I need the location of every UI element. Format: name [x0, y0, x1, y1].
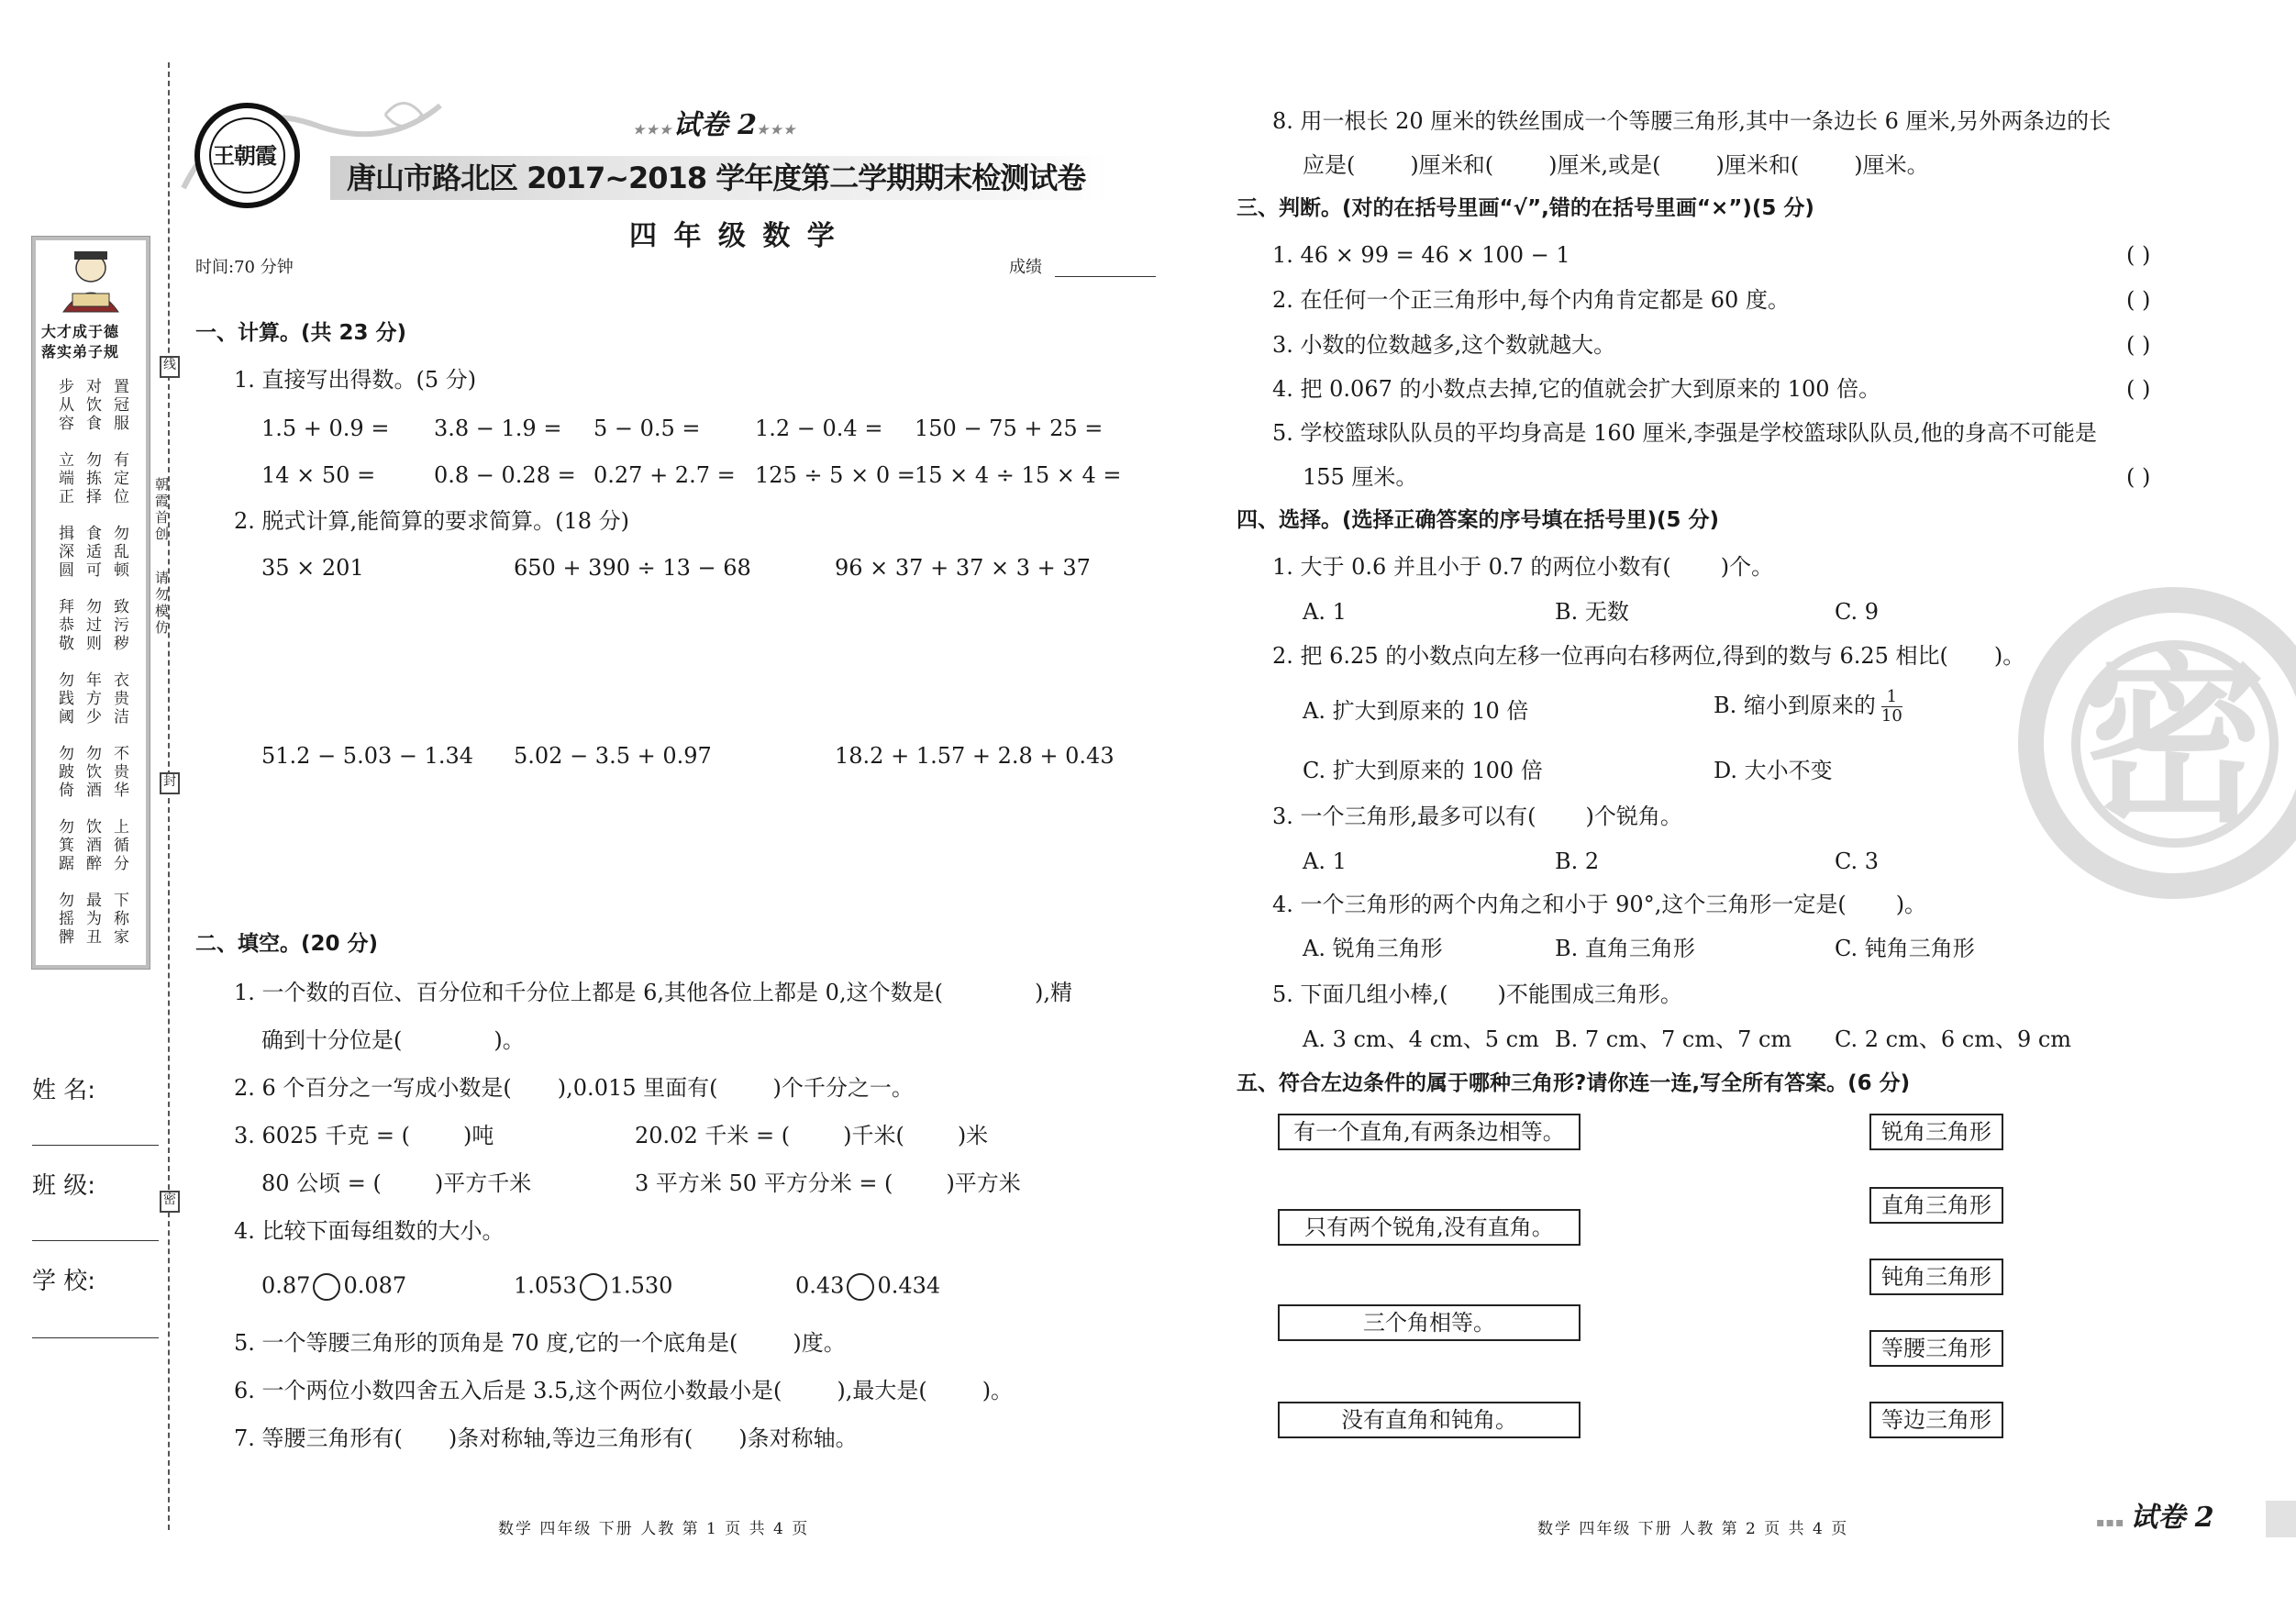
choice-option[interactable]: B. 无数 — [1555, 599, 1629, 625]
binding-tag-mi: 密 — [160, 1191, 180, 1213]
section2-q6: 6. 一个两位小数四舍五入后是 3.5,这个两位小数最小是( ),最大是( )。 — [234, 1378, 1014, 1403]
corner-label: ▪▪▪ 试卷 2 — [2096, 1502, 2214, 1534]
compare-circle[interactable] — [313, 1273, 340, 1301]
section2-q2: 2. 6 个百分之一写成小数是( ),0.015 里面有( )个千分之一。 — [234, 1075, 914, 1101]
section1-title: 一、计算。(共 23 分) — [195, 321, 407, 345]
judge-item: 2. 在任何一个正三角形中,每个内角肯定都是 60 度。 — [1272, 287, 1790, 313]
sidebar-motto-col: 勿拣择 — [83, 451, 101, 506]
judge-paren[interactable]: ( ) — [2126, 332, 2151, 358]
sidebar-motto-col: 饮酒醉 — [83, 818, 101, 873]
section4-q2-opt-b[interactable]: B. 缩小到原来的 $\frac{1}{10}$ — [1714, 687, 1902, 726]
calc-item: 3.8 − 1.9 = — [434, 416, 562, 441]
fraction-one-tenth: $\frac{1}{10}$ — [1880, 687, 1902, 726]
stepwise-calc-item: 96 × 37 + 37 × 3 + 37 — [835, 555, 1091, 581]
sidebar-motto-top: 大才成于德 — [41, 323, 120, 340]
section2-q8a: 8. 用一根长 20 厘米的铁丝围成一个等腰三角形,其中一条边长 6 厘米,另外两条边的长 — [1272, 108, 2112, 134]
section2-q3d: 3 平方米 50 平方分米 = ( )平方米 — [635, 1170, 1021, 1196]
calc-item: 1.2 − 0.4 = — [755, 416, 883, 441]
compare-circle[interactable] — [847, 1273, 874, 1301]
judge-item: 4. 把 0.067 的小数点去掉,它的值就会扩大到原来的 100 倍。 — [1272, 376, 1881, 402]
binding-tag-seal: 封 — [160, 772, 180, 794]
section4-q2: 2. 把 6.25 的小数点向左移一位再向右移两位,得到的数与 6.25 相比( )。 — [1272, 643, 2025, 669]
school-field-label: 学 校: — [32, 1268, 96, 1295]
sidebar-motto-col: 勿摇髀 — [55, 892, 73, 947]
sidebar-motto-col: 食适可 — [83, 525, 101, 580]
sidebar-motto-col: 勿过则 — [83, 598, 101, 653]
name-field-label: 姓 名: — [32, 1077, 96, 1104]
judge-item: 3. 小数的位数越多,这个数就越大。 — [1272, 332, 1616, 358]
exam-time: 时间:70 分钟 — [195, 258, 294, 277]
stepwise-calc-item: 51.2 − 5.03 − 1.34 — [261, 743, 474, 769]
choice-option[interactable]: C. 9 — [1835, 599, 1880, 625]
section4-title: 四、选择。(选择正确答案的序号填在括号里)(5 分) — [1237, 508, 1720, 532]
judge-paren[interactable]: ( ) — [2126, 376, 2151, 402]
section5-title: 五、符合左边条件的属于哪种三角形?请你连一连,写全所有答案。(6 分) — [1237, 1071, 1911, 1095]
sidebar-motto-col: 勿饮酒 — [83, 745, 101, 800]
triangle-type-box[interactable]: 钝角三角形 — [1869, 1259, 2003, 1295]
choice-option[interactable]: A. 3 cm、4 cm、5 cm — [1303, 1026, 1539, 1052]
paper-label: ★★★试卷 2★★★ — [633, 109, 797, 141]
sidebar-motto-col: 下称家 — [110, 892, 128, 947]
sidebar-motto-bottom: 落实弟子规 — [41, 343, 120, 360]
section2-q7: 7. 等腰三角形有( )条对称轴,等边三角形有( )条对称轴。 — [234, 1425, 858, 1451]
score-blank[interactable] — [1055, 276, 1156, 277]
logo-seal — [194, 103, 300, 208]
side-note-1: 朝霞首创 — [153, 477, 170, 543]
school-field-line[interactable] — [32, 1337, 159, 1338]
sidebar-motto-col: 最为丑 — [83, 892, 101, 947]
section3-paren-5[interactable]: ( ) — [2126, 464, 2151, 490]
corner-band — [2266, 1501, 2296, 1537]
sidebar-motto-col: 对饮食 — [83, 378, 101, 433]
sidebar-motto-col: 勿践阈 — [55, 671, 73, 726]
sidebar-motto-col: 上循分 — [110, 818, 128, 873]
section2-q8b: 应是( )厘米和( )厘米,或是( )厘米和( )厘米。 — [1303, 152, 1929, 178]
section3-title: 三、判断。(对的在括号里画“√”,错的在括号里画“×”)(5 分) — [1237, 196, 1814, 220]
triangle-type-box[interactable]: 等腰三角形 — [1869, 1330, 2003, 1367]
triangle-type-box[interactable]: 直角三角形 — [1869, 1187, 2003, 1224]
footer-left: 数学 四年级 下册 人教 第 1 页 共 4 页 — [498, 1520, 810, 1538]
footer-right: 数学 四年级 下册 人教 第 2 页 共 4 页 — [1537, 1520, 1849, 1538]
sidebar-motto-col: 揖深圆 — [55, 525, 73, 580]
stepwise-calc-item: 5.02 − 3.5 + 0.97 — [514, 743, 712, 769]
section4-q3: 3. 一个三角形,最多可以有( )个锐角。 — [1272, 804, 1682, 829]
sidebar-motto-col: 置冠服 — [110, 378, 128, 433]
choice-option[interactable]: C. 钝角三角形 — [1835, 936, 1975, 961]
section4-q4: 4. 一个三角形的两个内角之和小于 90°,这个三角形一定是( )。 — [1272, 892, 1927, 917]
condition-box[interactable]: 有一个直角,有两条边相等。 — [1278, 1114, 1581, 1150]
sidebar-motto-col: 不贵华 — [110, 745, 128, 800]
binding-line — [168, 62, 170, 1530]
stepwise-calc-item: 35 × 201 — [261, 555, 364, 581]
judge-item: 1. 46 × 99 = 46 × 100 − 1 — [1272, 242, 1570, 268]
judge-item: 5. 学校篮球队队员的平均身高是 160 厘米,李强是学校篮球队队员,他的身高不可能是 — [1272, 420, 2097, 446]
compare-pair: 0.87 0.087 — [261, 1273, 406, 1301]
choice-option[interactable]: B. 直角三角形 — [1555, 936, 1695, 961]
calc-item: 5 − 0.5 = — [593, 416, 701, 441]
sidebar-motto-col: 立端正 — [55, 451, 73, 506]
calc-item: 1.5 + 0.9 = — [261, 416, 390, 441]
scholar-figure-icon — [36, 246, 146, 319]
section2-q4: 4. 比较下面每组数的大小。 — [234, 1218, 505, 1244]
name-field-line[interactable] — [32, 1145, 159, 1146]
triangle-type-box[interactable]: 锐角三角形 — [1869, 1114, 2003, 1150]
calc-item: 150 − 75 + 25 = — [915, 416, 1104, 441]
judge-paren[interactable]: ( ) — [2126, 242, 2151, 268]
calc-item: 14 × 50 = — [261, 462, 376, 488]
sidebar-motto-col: 勿箕踞 — [55, 818, 73, 873]
class-field-label: 班 级: — [32, 1172, 96, 1200]
sidebar-motto-col: 有定位 — [110, 451, 128, 506]
choice-option[interactable]: C. 2 cm、6 cm、9 cm — [1835, 1026, 2072, 1052]
section2-q5: 5. 一个等腰三角形的顶角是 70 度,它的一个底角是( )度。 — [234, 1330, 846, 1356]
sidebar-motto-col: 致污秽 — [110, 598, 128, 653]
stepwise-calc-item: 650 + 390 ÷ 13 − 68 — [514, 555, 751, 581]
choice-option[interactable]: A. 1 — [1303, 599, 1347, 625]
sidebar-motto-col: 年方少 — [83, 671, 101, 726]
section4-q1: 1. 大于 0.6 并且小于 0.7 的两位小数有( )个。 — [1272, 554, 1774, 580]
choice-option[interactable]: C. 3 — [1835, 848, 1880, 874]
section2-q3b: 20.02 千米 = ( )千米( )米 — [635, 1123, 989, 1148]
section3-item5-cont: 155 厘米。 — [1303, 464, 1418, 490]
compare-pair: 0.43 0.434 — [795, 1273, 940, 1301]
logo-text: 王朝霞 — [213, 142, 276, 169]
section4-q2-opt-d[interactable]: D. 大小不变 — [1714, 758, 1833, 783]
confidential-stamp-char: 密 — [2082, 634, 2267, 848]
side-note-2: 请勿模仿 — [153, 571, 170, 637]
compare-circle[interactable] — [580, 1273, 607, 1301]
condition-box[interactable]: 三个角相等。 — [1278, 1304, 1581, 1341]
sidebar-motto-col: 衣贵洁 — [110, 671, 128, 726]
sidebar-motto-col: 勿乱顿 — [110, 525, 128, 580]
section2-q1a: 1. 一个数的百位、百分位和千分位上都是 6,其他各位上都是 0,这个数是( ),精 — [234, 980, 1072, 1005]
judge-paren[interactable]: ( ) — [2126, 287, 2151, 313]
exam-subject: 四 年 级 数 学 — [629, 220, 838, 252]
condition-box[interactable]: 没有直角和钝角。 — [1278, 1402, 1581, 1438]
choice-option[interactable]: A. 锐角三角形 — [1303, 936, 1443, 961]
stepwise-calc-item: 18.2 + 1.57 + 2.8 + 0.43 — [835, 743, 1115, 769]
choice-option[interactable]: B. 2 — [1555, 848, 1600, 874]
sidebar-motto-col: 拜恭敬 — [55, 598, 73, 653]
choice-option[interactable]: B. 7 cm、7 cm、7 cm — [1555, 1026, 1792, 1052]
triangle-type-box[interactable]: 等边三角形 — [1869, 1402, 2003, 1438]
calc-item: 0.8 − 0.28 = — [434, 462, 576, 488]
sidebar-motto-col: 步从容 — [55, 378, 73, 433]
calc-item: 15 × 4 ÷ 15 × 4 = — [915, 462, 1122, 488]
section2-title: 二、填空。(20 分) — [195, 932, 379, 956]
calc-item: 0.27 + 2.7 = — [593, 462, 736, 488]
exam-title: 唐山市路北区 2017~2018 学年度第二学期期末检测试卷 — [347, 161, 1086, 195]
section2-q1b: 确到十分位是( )。 — [261, 1027, 525, 1053]
compare-pair: 1.053 1.530 — [514, 1273, 672, 1301]
score-label: 成绩 — [1009, 258, 1042, 277]
calc-item: 125 ÷ 5 × 0 = — [755, 462, 915, 488]
section2-q3c: 80 公顷 = ( )平方千米 — [261, 1170, 532, 1196]
sidebar-motto-col: 勿跛倚 — [55, 745, 73, 800]
class-field-line[interactable] — [32, 1240, 159, 1241]
section4-q2-opt-a[interactable]: A. 扩大到原来的 10 倍 — [1303, 698, 1529, 724]
section1-q2-title: 2. 脱式计算,能简算的要求简算。(18 分) — [234, 508, 630, 534]
section2-q3a: 3. 6025 千克 = ( )吨 — [234, 1123, 494, 1148]
sidebar-panel — [32, 237, 150, 969]
section4-q2-opt-c[interactable]: C. 扩大到原来的 100 倍 — [1303, 758, 1543, 783]
condition-box[interactable]: 只有两个锐角,没有直角。 — [1278, 1209, 1581, 1246]
section4-q5: 5. 下面几组小棒,( )不能围成三角形。 — [1272, 981, 1682, 1007]
binding-tag-line: 线 — [160, 356, 180, 378]
section1-q1-title: 1. 直接写出得数。(5 分) — [234, 367, 477, 393]
choice-option[interactable]: A. 1 — [1303, 848, 1347, 874]
